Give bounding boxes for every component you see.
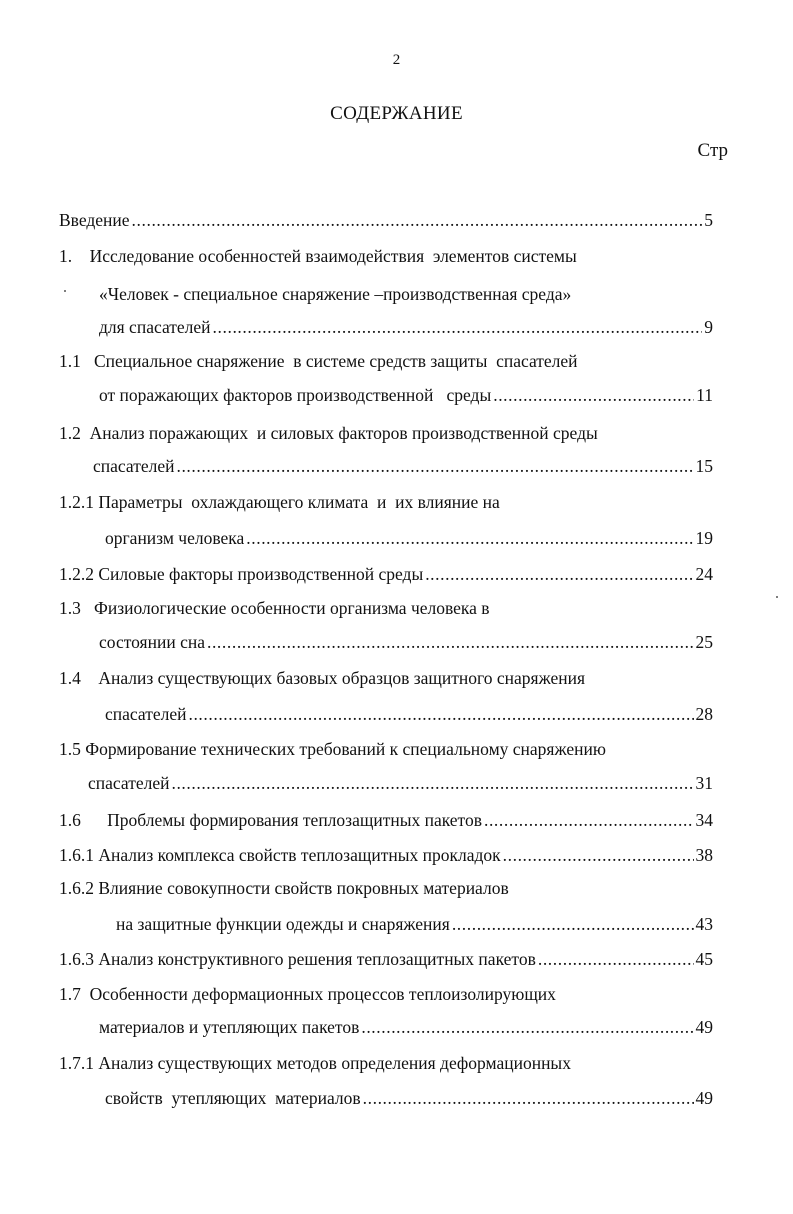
toc-entry-page: 38 [695,845,713,865]
toc-entry-1-2-2 [59,564,713,585]
scan-speck [776,596,778,598]
leader-dots [188,704,693,725]
leader-dots [538,949,694,970]
toc-entry-text: организм человека [105,528,245,548]
toc-entry-text: 1.6 Проблемы формирования теплозащитных пакетов [59,810,482,830]
toc-entry-1-7 [59,984,556,1005]
toc-title: СОДЕРЖАНИЕ [330,103,463,124]
toc-entry-text: 1.2.1 Параметры охлаждающего климата и их влияние на [59,492,500,512]
toc-entry-page: 49 [695,1017,713,1037]
toc-entry-text: спасателей [93,456,175,476]
toc-entry-introduction [59,210,713,231]
leader-dots [246,528,693,549]
toc-entry-text: 1.3 Физиологические особенности организма человека в [59,598,490,618]
leader-dots [361,1017,693,1038]
toc-entry-page: 34 [695,810,713,830]
leader-dots [425,564,693,585]
toc-entry-text: от поражающих факторов производственной среды [99,385,492,405]
leader-dots [132,210,703,231]
toc-entry-1-4 [59,668,585,689]
toc-entry-page: 19 [695,528,713,548]
toc-entry-page: 11 [696,385,713,405]
toc-entry-text: Введение [59,210,130,230]
toc-entry-page: 49 [695,1088,713,1108]
leader-dots [503,845,694,866]
toc-entry-1-5 [59,739,606,760]
toc-entry-1-7-end [99,1017,713,1038]
toc-entry-1-3 [59,598,490,619]
toc-entry-text: 1.7.1 Анализ существующих методов определения деформационных [59,1053,571,1073]
toc-entry-1-cont [99,284,571,305]
toc-entry-page: 5 [704,210,713,230]
toc-entry-1-3-end [99,632,713,653]
toc-entry-1-1-end [99,385,713,406]
toc-entry-text: 1.6.1 Анализ комплекса свойств теплозащитных прокладок [59,845,501,865]
leader-dots [213,317,703,338]
toc-entry-text: 1.7 Особенности деформационных процессов теплоизолирующих [59,984,556,1004]
toc-entry-page: 9 [704,317,713,337]
toc-entry-text: для спасателей [99,317,211,337]
toc-entry-1-2 [59,423,598,444]
toc-entry-1-6-2 [59,878,509,899]
toc-entry-text: 1.1 Специальное снаряжение в системе средств защиты спасателей [59,351,578,371]
toc-entry-text: 1.5 Формирование технических требований к специальному снаряжению [59,739,606,759]
toc-entry-text: 1.6.2 Влияние совокупности свойств покровных материалов [59,878,509,898]
toc-entry-text: спасателей [88,773,170,793]
page-column-label: Стр [697,140,728,161]
scan-speck [64,290,66,292]
toc-entry-page: 43 [695,914,713,934]
toc-entry-text: свойств утепляющих материалов [105,1088,361,1108]
toc-entry-text: 1.6.3 Анализ конструктивного решения теплозащитных пакетов [59,949,536,969]
toc-entry-1-2-end [93,456,713,477]
toc-entry-text: 1. Исследование особенностей взаимодействия элементов системы [59,246,577,266]
toc-entry-1-5-end [88,773,713,794]
toc-entry-1-7-1-end [105,1088,713,1109]
toc-entry-text: «Человек - специальное снаряжение –производственная среда» [99,284,572,304]
leader-dots [452,914,694,935]
toc-entry-1-7-1 [59,1053,571,1074]
leader-dots [363,1088,694,1109]
toc-entry-text: 1.2.2 Силовые факторы производственной среды [59,564,424,584]
toc-entry-page: 45 [695,949,713,969]
toc-entry-page: 24 [695,564,713,584]
toc-entry-page: 15 [695,456,713,476]
leader-dots [484,810,694,831]
toc-entry-1-6-1 [59,845,713,866]
toc-entry-1-2-1-end [105,528,713,549]
toc-entry-1-4-end [105,704,713,725]
toc-entry-text: на защитные функции одежды и снаряжения [116,914,450,934]
toc-entry-text: 1.4 Анализ существующих базовых образцов защитного снаряжения [59,668,585,688]
toc-entry-text: состоянии сна [99,632,205,652]
leader-dots [493,385,694,406]
toc-entry-page: 25 [695,632,713,652]
toc-entry-page: 31 [695,773,713,793]
leader-dots [207,632,694,653]
toc-entry-1-1 [59,351,578,372]
leader-dots [171,773,693,794]
toc-entry-1-6-3 [59,949,713,970]
page-number: 2 [392,52,401,68]
toc-entry-1-6 [59,810,713,831]
toc-entry-page: 28 [695,704,713,724]
toc-entry-1-end [99,317,713,338]
toc-entry-text: материалов и утепляющих пакетов [99,1017,360,1037]
leader-dots [176,456,693,477]
toc-entry-text: спасателей [105,704,187,724]
toc-entry-text: 1.2 Анализ поражающих и силовых факторов производственной среды [59,423,598,443]
toc-entry-1-2-1 [59,492,500,513]
toc-entry-1-6-2-end [116,914,713,935]
toc-entry-1 [59,246,577,267]
